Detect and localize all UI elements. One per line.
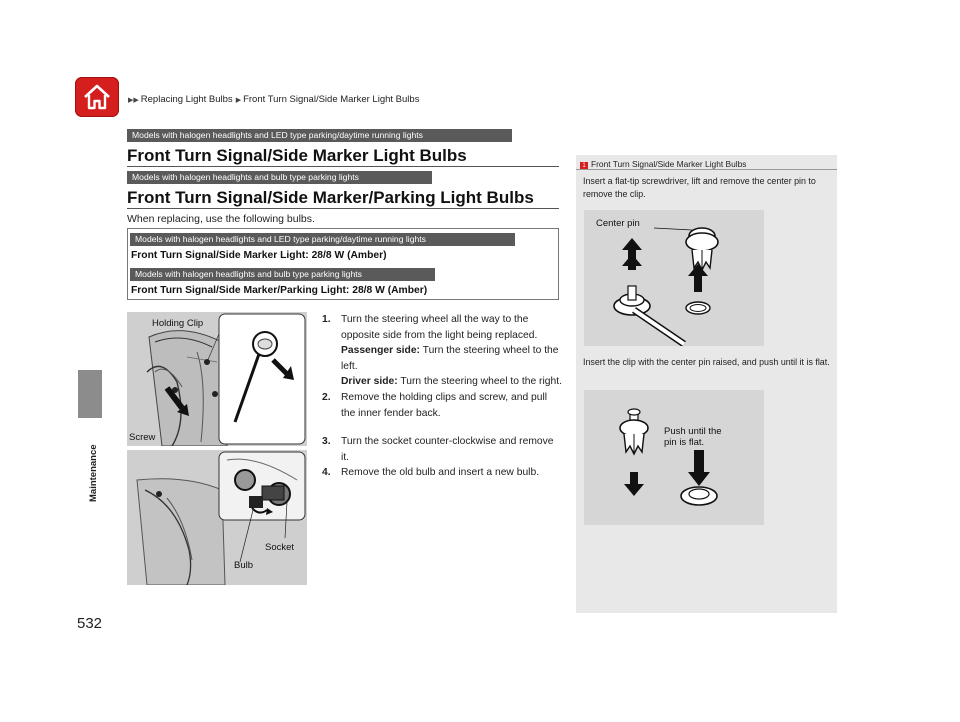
procedure-steps (322, 312, 564, 481)
socket-label: Socket (265, 542, 295, 553)
divider (127, 208, 559, 209)
step-item (322, 434, 564, 465)
clip-insert-drawing (584, 390, 764, 525)
model-badge: Models with halogen headlights and bulb type parking lights (127, 171, 432, 184)
socket-bulb-illustration (127, 450, 307, 585)
push-label-line1: Push until the (664, 426, 722, 437)
home-button[interactable] (75, 77, 119, 117)
breadcrumb (128, 94, 419, 105)
bulb-label: Bulb (234, 560, 254, 571)
step-number: 1. (322, 314, 331, 325)
note-text: Insert the clip with the center pin raised, and push until it is flat. (583, 357, 830, 367)
socket-drawing (127, 450, 307, 585)
fender-drawing (127, 312, 307, 446)
fender-clip-illustration (127, 312, 307, 446)
model-badge: Models with halogen headlights and LED type parking/daytime running lights (127, 129, 512, 142)
notes-title-text: Front Turn Signal/Side Marker Light Bulbs (591, 159, 747, 169)
divider (576, 169, 837, 170)
push-label-line2: pin is flat. (664, 437, 705, 448)
model-badge: Models with halogen headlights and LED type parking/daytime running lights (130, 233, 515, 246)
step-text: Turn the steering wheel all the way to the opposite side from the light being replaced. (341, 314, 538, 341)
breadcrumb-page: Front Turn Signal/Side Marker Light Bulbs (243, 94, 420, 105)
step-subtext: Turn the steering wheel to the left. (341, 345, 559, 372)
page-number: 532 (77, 615, 103, 632)
intro-text: When replacing, use the following bulbs. (127, 213, 315, 225)
chevron-right-icon: ▶ (235, 97, 242, 104)
breadcrumb-section[interactable]: Replacing Light Bulbs (140, 94, 233, 105)
step-text: Remove the old bulb and insert a new bulb. (341, 467, 540, 479)
clip-removal-illustration (584, 210, 764, 346)
bulb-spec: Front Turn Signal/Side Marker/Parking Light: 28/8 W (Amber) (131, 285, 428, 296)
step-number: 3. (322, 436, 331, 448)
center-pin-label: Center pin (596, 218, 640, 229)
step-item (322, 390, 564, 421)
step-text: Turn the socket counter-clockwise and remove it. (341, 436, 554, 463)
divider (127, 166, 559, 167)
screw-label: Screw (129, 432, 156, 443)
step-sublabel: Driver side: (341, 376, 398, 388)
section-tab[interactable] (78, 370, 102, 418)
step-item (322, 465, 564, 481)
step-sublabel: Passenger side: (341, 345, 420, 357)
step-subtext: Turn the steering wheel to the right. (397, 376, 562, 388)
model-badge: Models with halogen headlights and bulb type parking lights (130, 268, 435, 281)
section-heading: Front Turn Signal/Side Marker/Parking Light Bulbs (127, 188, 534, 207)
section-heading: Front Turn Signal/Side Marker Light Bulbs (127, 146, 467, 165)
step-item (322, 312, 564, 390)
clip-removal-drawing (584, 210, 764, 346)
note-marker-icon: 1 (580, 162, 588, 170)
step-number: 4. (322, 467, 331, 479)
step-number: 2. (322, 391, 331, 403)
note-text: Insert a flat-tip screwdriver, lift and remove the center pin to remove the clip. (583, 176, 816, 199)
section-label: Maintenance (88, 444, 99, 502)
step-text: Remove the holding clips and screw, and pull the inner fender back. (341, 391, 548, 419)
home-icon (81, 81, 113, 113)
bulb-spec: Front Turn Signal/Side Marker Light: 28/8 W (Amber) (131, 250, 387, 261)
chevron-right-icon: ▶▶ (128, 97, 139, 104)
holding-clip-label: Holding Clip (152, 318, 204, 329)
clip-insert-illustration (584, 390, 764, 525)
